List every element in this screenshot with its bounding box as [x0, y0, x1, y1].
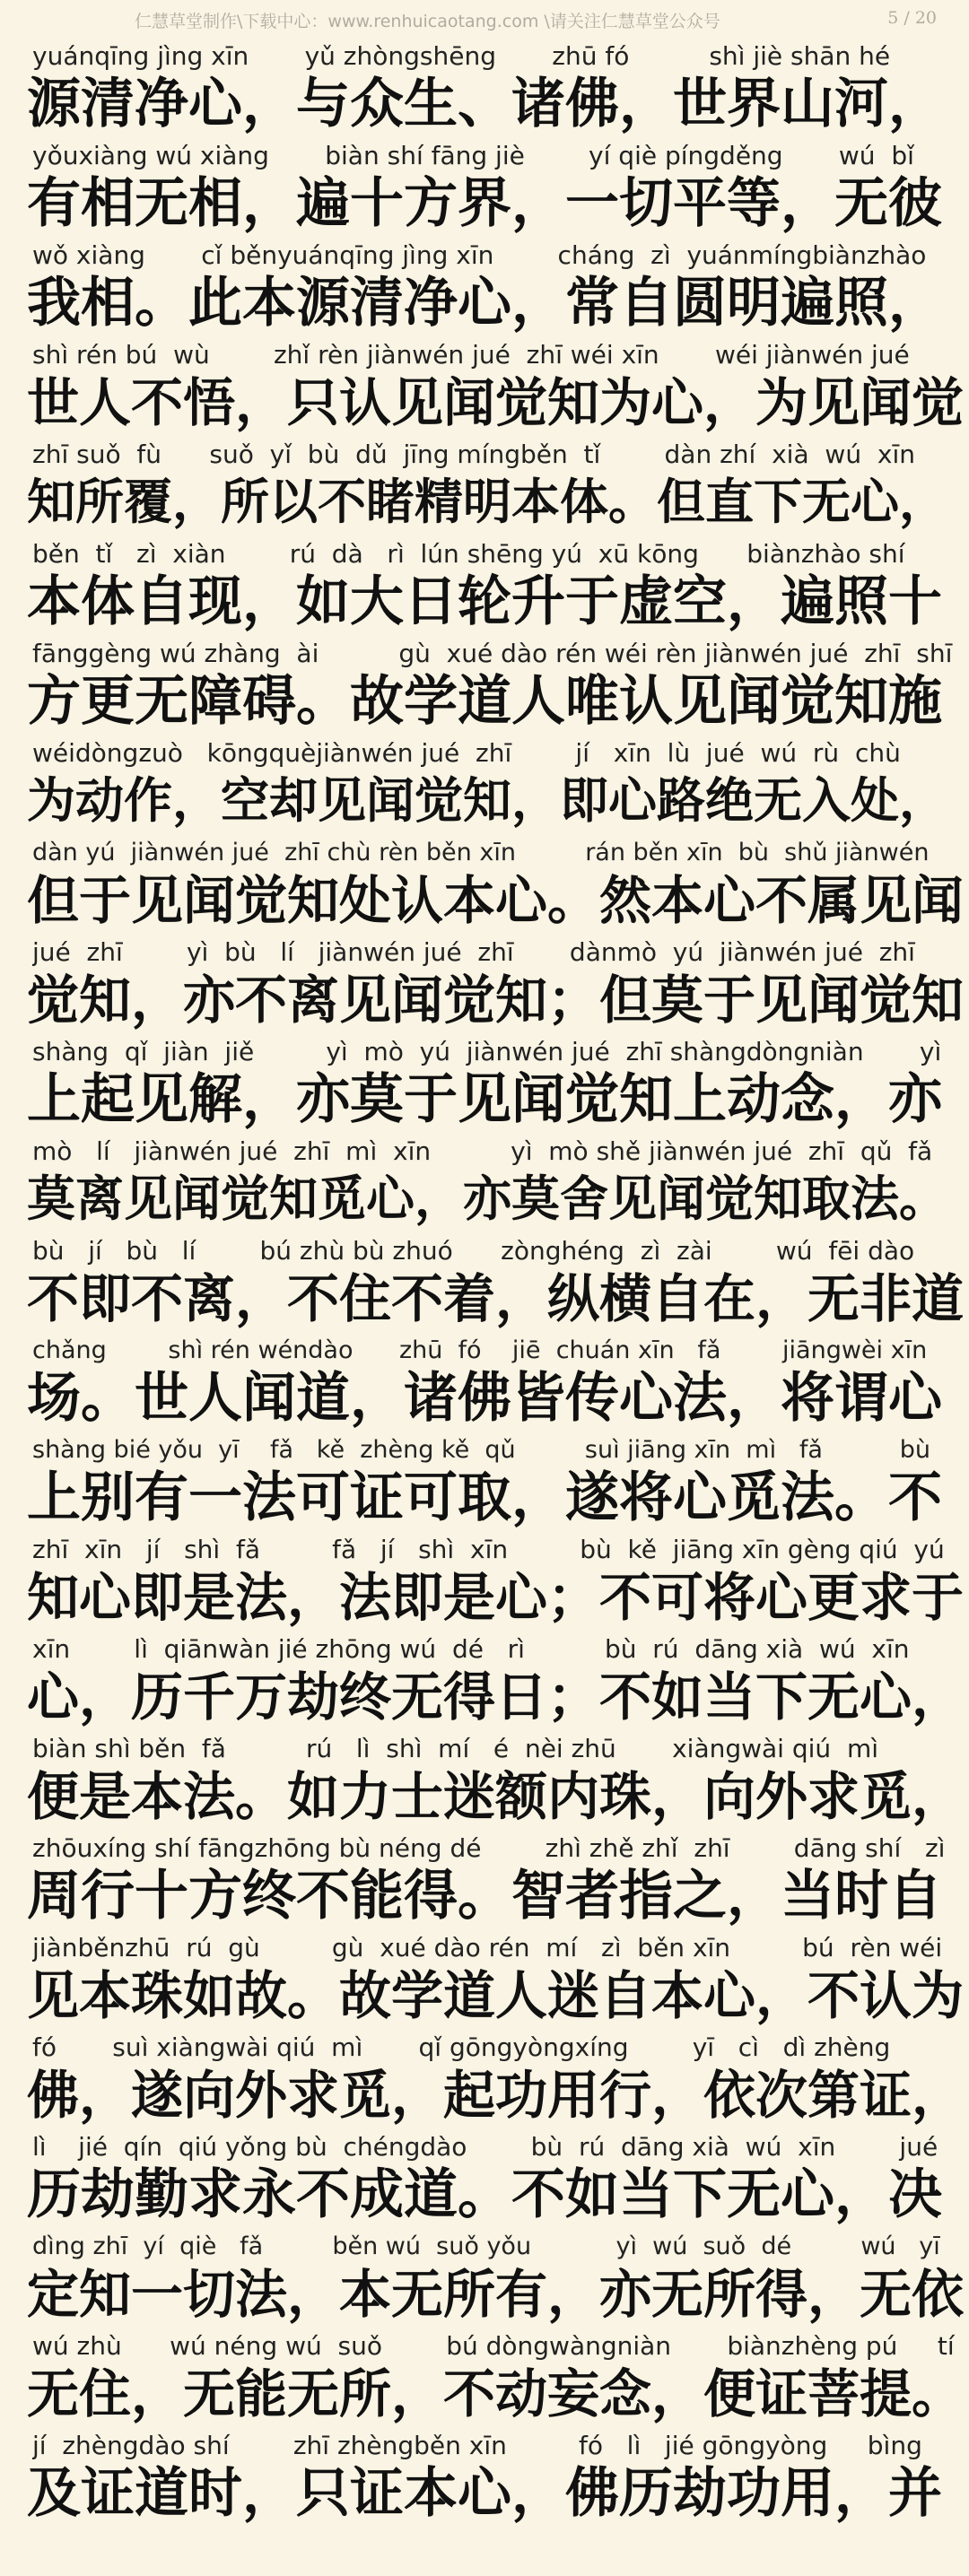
text-line [0, 41, 969, 141]
pinyin-annotation: zhōuxíng shí fāngzhōng bù néng dé zhì zhě zhǐ zhī dāng shí zì [32, 1833, 946, 1863]
chinese-text: 知心即是法，法即是心；不可将心更求于 [27, 1567, 964, 1628]
pinyin-annotation: wú zhù wú néng wú suǒ bú dòngwàngniàn biànzhèng pú tí [32, 2331, 955, 2361]
chinese-text: 场。世人闻道，诸佛皆传心法，将谓心 [27, 1367, 942, 1430]
text-line [0, 2032, 969, 2132]
pinyin-annotation: xīn lì qiānwàn jié zhōng wú dé rì bù rú dāng xià wú xīn [32, 1634, 910, 1664]
text-line [0, 838, 969, 937]
text-line [0, 2132, 969, 2232]
text-line [0, 1435, 969, 1535]
pinyin-annotation: dàn yú jiànwén jué zhī chù rèn běn xīn rán běn xīn bù shǔ jiànwén [32, 839, 930, 866]
text-line [0, 1136, 969, 1236]
chinese-text: 无住，无能无所，不动妄念，便证菩提。 [27, 2363, 964, 2424]
pinyin-annotation: biàn shì běn fǎ rú lì shì mí é nèi zhū xiàngwài qiú mì [32, 1734, 879, 1763]
chinese-text: 为动作，空却见闻觉知，即心路绝无入处， [27, 772, 947, 829]
pinyin-annotation: fānggèng wú zhàng ài gù xué dào rén wéi rèn jiànwén jué zhī shī [32, 639, 953, 668]
text-line [0, 1933, 969, 2032]
chinese-text: 方更无障碍。故学道人唯认见闻觉知施 [27, 670, 942, 733]
text-line [0, 439, 969, 539]
pinyin-annotation: wǒ xiàng cǐ běnyuánqīng jìng xīn cháng zì yuánmíngbiànzhào [32, 240, 927, 270]
text-line [0, 2431, 969, 2530]
chinese-text: 定知一切法，本无所有，亦无所得，无依 [27, 2264, 964, 2325]
text-line [0, 1535, 969, 1634]
pinyin-annotation: běn tǐ zì xiàn rú dà rì lún shēng yú xū kōng biànzhào shí [32, 539, 905, 569]
pinyin-annotation: jué zhī yì bù lí jiànwén jué zhī dànmò yú jiànwén jué zhī [32, 937, 915, 967]
text-line [0, 1634, 969, 1734]
pinyin-annotation: mò lí jiànwén jué zhī mì xīn yì mò shě jiànwén jué zhī qǔ fǎ [32, 1136, 933, 1166]
text-line [0, 240, 969, 340]
pinyin-annotation: fó suì xiàngwài qiú mì qǐ gōngyòngxíng yī cì dì zhèng [32, 2032, 891, 2062]
text-line [0, 1734, 969, 1833]
chinese-text: 上起见解，亦莫于见闻觉知上动念，亦 [27, 1068, 942, 1131]
chinese-text: 觉知，亦不离见闻觉知；但莫于见闻觉知 [27, 970, 964, 1031]
pinyin-annotation: jí zhèngdào shí zhī zhèngběn xīn fó lì jié gōngyòng bìng [32, 2431, 922, 2460]
pinyin-annotation: yǒuxiàng wú xiàng biàn shí fāng jiè yí qiè píngděng wú bǐ [32, 141, 914, 170]
chinese-text: 不即不离，不住不着，纵横自在，无非道 [27, 1268, 964, 1329]
text-line [0, 937, 969, 1037]
pinyin-annotation: jiànběnzhū rú gù gù xué dào rén mí zì běn xīn bú rèn wéi [32, 1933, 943, 1962]
pinyin-annotation: wéidòngzuò kōngquèjiànwén jué zhī jí xīn lù jué wú rù chù [32, 738, 901, 768]
chinese-text: 源清净心，与众生、诸佛，世界山河， [27, 73, 942, 135]
pinyin-annotation: shàng bié yǒu yī fǎ kě zhèng kě qǔ suì jiāng xīn mì fǎ bù [32, 1436, 930, 1464]
chinese-text: 上别有一法可证可取，遂将心觅法。不 [27, 1466, 942, 1529]
text-line [0, 141, 969, 240]
chinese-text: 有相无相，遍十方界，一切平等，无彼 [27, 172, 942, 235]
pinyin-annotation: chǎng shì rén wéndào zhū fó jiē chuán xīn fǎ jiāngwèi xīn [32, 1336, 928, 1364]
page-number: 5 / 20 [887, 8, 937, 28]
text-line [0, 539, 969, 639]
text-line [0, 639, 969, 738]
chinese-text: 本体自现，如大日轮升于虚空，遍照十 [27, 570, 942, 633]
text-line [0, 1833, 969, 1933]
chinese-text: 心，历千万劫终无得日；不如当下无心， [27, 1667, 964, 1727]
text-line [0, 738, 969, 838]
pinyin-annotation: lì jié qín qiú yǒng bù chéngdào bù rú dāng xià wú xīn jué [32, 2132, 938, 2162]
chinese-text: 知所覆，所以不睹精明本体。但直下无心， [27, 474, 947, 530]
text-line [0, 1037, 969, 1136]
chinese-text: 见本珠如故。故学道人迷自本心，不认为 [27, 1965, 964, 2026]
header-watermark-text: 仁慧草堂制作\下载中心：www.renhuicaotang.com \请关注仁慧草堂公众号 [135, 12, 720, 31]
pinyin-annotation: shì rén bú wù zhǐ rèn jiànwén jué zhī wéi xīn wéi jiànwén jué [32, 340, 910, 370]
text-line [0, 1336, 969, 1435]
chinese-text: 历劫勤求永不成道。不如当下无心，决 [27, 2163, 942, 2226]
pinyin-annotation: zhī xīn jí shì fǎ fǎ jí shì xīn bù kě jiāng xīn gèng qiú yú [32, 1535, 945, 1564]
chinese-text: 及证道时，只证本心，佛历劫功用，并 [27, 2462, 942, 2525]
pinyin-annotation: dìng zhī yí qiè fǎ běn wú suǒ yǒu yì wú suǒ dé wú yī [32, 2232, 940, 2260]
pinyin-annotation: shàng qǐ jiàn jiě yì mò yú jiànwén jué zhī shàngdòngniàn yì [32, 1037, 942, 1066]
pinyin-annotation: yuánqīng jìng xīn yǔ zhòngshēng zhū fó shì jiè shān hé [32, 41, 891, 71]
chinese-text: 莫离见闻觉知觅心，亦莫舍见闻觉知取法。 [27, 1171, 947, 1227]
text-line [0, 2232, 969, 2331]
text-line [0, 2331, 969, 2431]
chinese-text: 便是本法。如力士迷额内珠，向外求觅， [27, 1766, 964, 1827]
text-line [0, 1236, 969, 1336]
chinese-text: 周行十方终不能得。智者指之，当时自 [27, 1865, 942, 1928]
text-body [0, 41, 969, 2530]
chinese-text: 世人不悟，只认见闻觉知为心，为见闻觉 [27, 372, 964, 433]
pinyin-annotation: bù jí bù lí bú zhù bù zhuó zònghéng zì zài wú fēi dào [32, 1236, 915, 1266]
chinese-text: 我相。此本源清净心，常自圆明遍照， [27, 272, 942, 335]
pinyin-annotation: zhī suǒ fù suǒ yǐ bù dǔ jīng míngběn tǐ dàn zhí xià wú xīn [32, 439, 915, 469]
chinese-text: 但于见闻觉知处认本心。然本心不属见闻 [27, 870, 964, 931]
page-header [0, 0, 969, 41]
chinese-text: 佛，遂向外求觅，起功用行，依次第证， [27, 2065, 964, 2126]
text-line [0, 340, 969, 439]
